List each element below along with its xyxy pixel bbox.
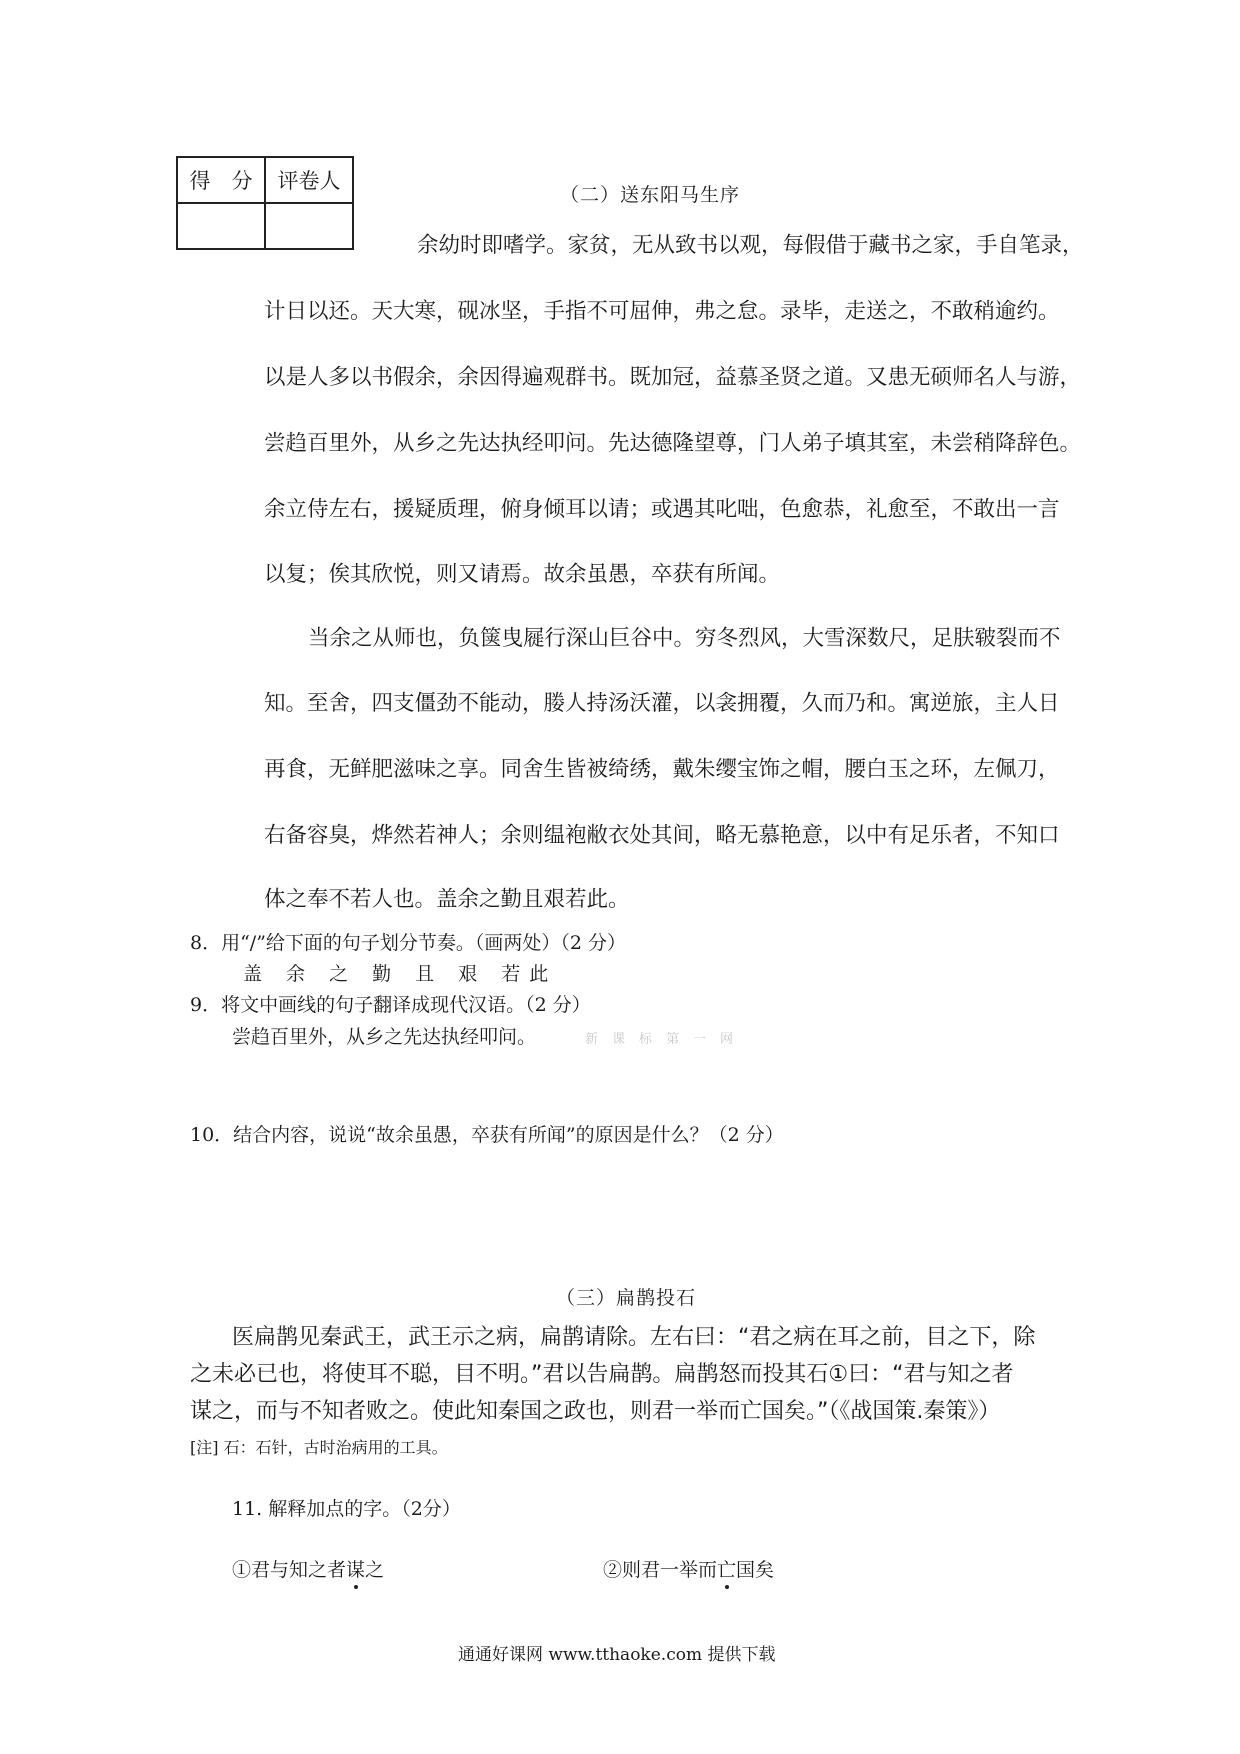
- section2-line: 以是人多以书假余，余因得遍观群书。既加冠，益慕圣贤之道。又患无硕师名人与游，: [264, 365, 1082, 390]
- item-2-suffix: 国矣: [736, 1559, 775, 1581]
- section2-line: 体之奉不若人也。盖余之勤且艰若此。: [264, 887, 630, 912]
- question-11-item-2: [603, 1555, 774, 1582]
- question-10: 10．结合内容，说说“故余虽愚，卒获有所闻”的原因是什么？（2 分）: [190, 1124, 784, 1146]
- question-11-item-1: [232, 1555, 384, 1582]
- section2-line: 右备容臭，烨然若神人；余则缊袍敝衣处其间，略无慕艳意，以中有足乐者，不知口: [264, 823, 1060, 848]
- section3-line: 谋之，而与不知者败之。使此知秦国之政也，则君一举而亡国矣。”（《战国策.秦策》）: [190, 1399, 1001, 1424]
- section3-title: （三）扁鹊投石: [556, 1287, 697, 1309]
- section2-line: 以复；俟其欣悦，则又请焉。故余虽愚，卒获有所闻。: [264, 562, 781, 587]
- dotted-char-2: 亡: [717, 1559, 737, 1581]
- question-9: 9．将文中画线的句子翻译成现代汉语。（2 分）: [190, 994, 591, 1016]
- question-11: 11. 解释加点的字。（2分）: [232, 1498, 461, 1520]
- section2-line: 计日以还。天大寒，砚冰坚，手指不可屈伸，弗之怠。录毕，走送之，不敢稍逾约。: [264, 299, 1060, 324]
- section2-title: （二）送东阳马生序: [560, 184, 741, 206]
- section2-line: 尝趋百里外，从乡之先达执经叩问。先达德隆望尊，门人弟子填其室，未尝稍降辞色。: [264, 431, 1082, 456]
- question-8: 8．用“/”给下面的句子划分节奏。（画两处）（2 分）: [190, 932, 627, 954]
- watermark: 新课标第一网: [585, 1032, 748, 1047]
- section3-line: 之未必已也，将使耳不聪，目不明。”君以告扁鹊。扁鹊怒而投其石①曰：“君与知之者: [190, 1362, 1014, 1387]
- item-1-suffix: 之: [365, 1559, 385, 1581]
- item-1-prefix: ①君与知之者: [232, 1559, 347, 1581]
- score-cell[interactable]: [177, 203, 265, 249]
- grader-label: 评卷人: [265, 157, 353, 203]
- score-table: [176, 156, 354, 250]
- section3-line: 医扁鹊见秦武王，武王示之病，扁鹊请除。左右曰：“君之病在耳之前，目之下，除: [232, 1325, 1036, 1350]
- section2-line: 当余之从师也，负箧曳屣行深山巨谷中。穷冬烈风，大雪深数尺，足肤皲裂而不: [308, 626, 1061, 651]
- score-label: 得 分: [177, 157, 265, 203]
- item-2-prefix: ②则君一举而: [603, 1559, 718, 1581]
- question-8-sentence: 盖 余 之 勤 且 艰 若此: [243, 963, 558, 985]
- footer: 通通好课网 www.tthaoke.com 提供下载: [458, 1645, 776, 1665]
- dotted-char-1: 谋: [346, 1559, 366, 1581]
- grader-cell[interactable]: [265, 203, 353, 249]
- section2-line: 再食，无鲜肥滋味之享。同舍生皆被绮绣，戴朱缨宝饰之帽，腰白玉之环，左佩刀，: [264, 757, 1060, 782]
- section3-note: [注] 石：石针，古时治病用的工具。: [190, 1438, 448, 1457]
- section2-line: 余立侍左右，援疑质理，俯身倾耳以请；或遇其叱咄，色愈恭，礼愈至，不敢出一言: [264, 497, 1060, 522]
- question-9-sentence: 尝趋百里外，从乡之先达执经叩问。: [232, 1026, 537, 1048]
- section2-line: 知。至舍，四支僵劲不能动，媵人持汤沃灌，以衾拥覆，久而乃和。寓逆旅，主人日: [264, 691, 1060, 716]
- section2-line: 余幼时即嗜学。家贫，无从致书以观，每假借于藏书之家，手自笔录，: [417, 233, 1084, 258]
